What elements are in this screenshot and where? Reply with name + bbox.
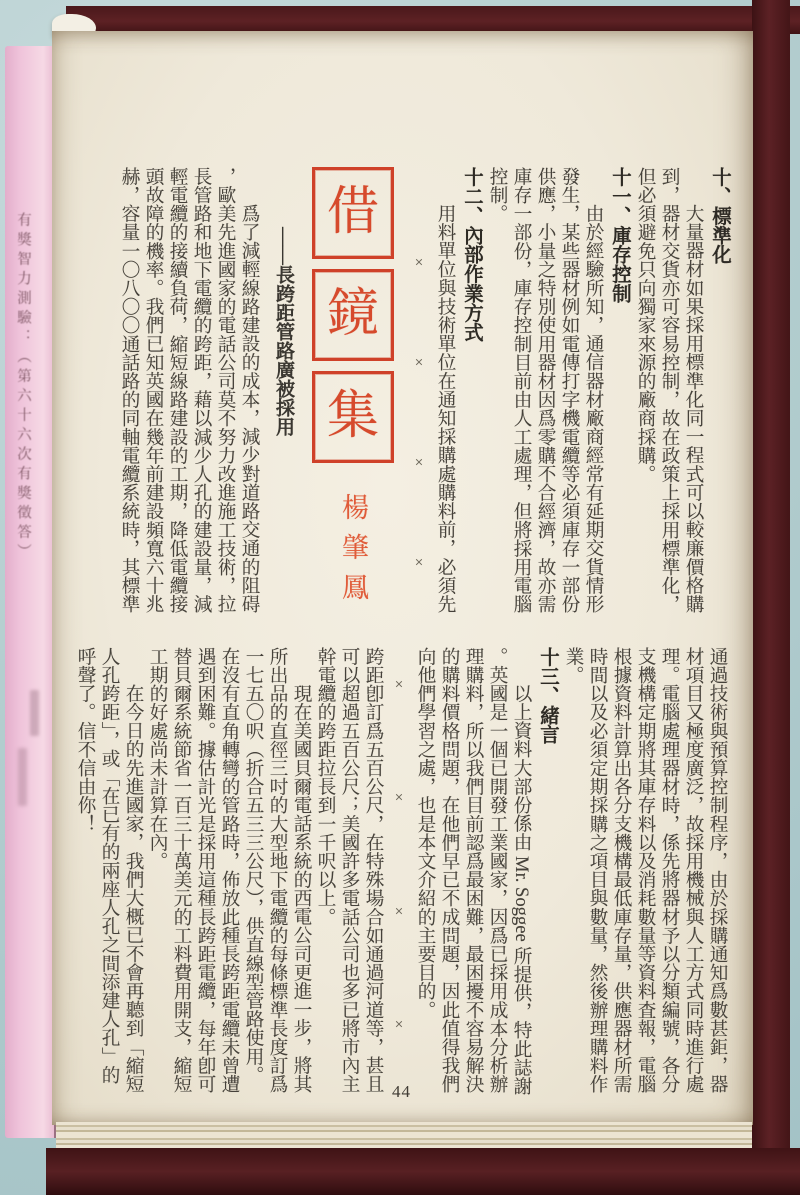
- section-body-11: 由於經驗所知，通信器材廠商經常有延期交貨情形發生，某些器材例如電傳打字機電纜等必須庫存一部份供應，小量之特別使用器材因爲零購不合經濟，故亦需庫存一部份，庫存控制目前由人工處理，但將採用電腦控制。: [487, 167, 604, 614]
- feature-subtitle: ——長跨距管路廣被採用: [273, 227, 294, 436]
- x-mark: ×: [414, 255, 424, 271]
- adjacent-page-faint-smalltext: [30, 690, 39, 736]
- section-heading-10: 十、標準化: [709, 167, 730, 264]
- book-cover-top-edge: [66, 6, 800, 34]
- section-divider-marks: [407, 167, 431, 617]
- section-heading-11: 十一、庫存控制: [609, 167, 630, 303]
- feature-paragraph-3: 在今日的先進國家，我們大概已不會再聽到「縮短人孔跨距」，或「在已有的兩座人孔之間添建人孔」的呼聲了。信不信由你！: [75, 647, 144, 1094]
- section-heading-13: 十三、緒言: [537, 647, 558, 744]
- feature-paragraph-2: 現在美國貝爾電話系統的西電公司更進一步，將其所出品的直徑三吋的大型地下電纜的每條標準長度訂爲一七五〇呎（折合五三三公尺），供直線型管路使用。在沒有直角轉彎的管路時，佈放此種長跨距電纜未曾遭遇到困難。據估計光是採用這種長跨距電纜，每年卽可替貝爾系統節省一百三十萬美元的工料費用開支，縮短工期的好處尚未計算在內。: [147, 647, 312, 1094]
- book-cover-right-edge: [752, 0, 790, 1195]
- stamp-box-1: [312, 167, 394, 259]
- section-12-continuation: 通過技術與預算控制程序，由於採購通知爲數甚鉅，器材項目又極度廣泛，故採用機械與人工方式同時進行處理。電腦處理器材時，係先將器材予以分類編號，各分支機構定期將其庫存料以及消耗數量等資料査報，電腦根據資料計算出各分支機構最低庫存量，供應器材所需時間以及必須定期採購之項目與數量，然後辦理購料作業。: [563, 647, 728, 1094]
- feature-intro-paragraph: 爲了減輕線路建設的成本，減少對道路交通的阻碍，歐美先進國家的電話公司莫不努力改進施工技術，拉長管路和地下電纜的跨距，藉以減少人孔的建設量，減輕電纜的接續負荷，縮短線路建設的工期，降低電纜接頭故障的機率。我們已知英國在幾年前建設頻寬六十兆赫，容量一〇八〇〇通話路的同軸電纜系統時，其標準: [119, 167, 260, 614]
- section-body-10: 大量器材如果採用標準化同一程式可以較廉價格購到，器材交貨亦可容易控制，故在政策上採用標準化，但必須避免只向獨家來源的廠商採購。: [635, 167, 704, 614]
- x-mark: ×: [414, 455, 424, 471]
- section-divider-marks: [387, 647, 411, 1101]
- x-mark: ×: [414, 355, 424, 371]
- feature-title-stamp: [305, 167, 401, 617]
- x-mark: ×: [414, 555, 424, 571]
- page-number: 44: [392, 1082, 411, 1101]
- adjacent-page-faint-smalltext: [18, 748, 27, 806]
- upper-text-block: [117, 167, 733, 617]
- stamp-char-2: 鏡: [326, 286, 379, 343]
- lower-text-block: [73, 647, 729, 1101]
- stamp-char-3: 集: [326, 388, 379, 445]
- x-mark: ×: [394, 1016, 404, 1033]
- section-heading-12: 十二、內部作業方式: [461, 167, 482, 342]
- book-cover-bottom-edge: [46, 1148, 800, 1195]
- stamp-box-3: [312, 371, 394, 463]
- section-body-12: 用料單位與技術單位在通知採購處購料前，必須先: [435, 204, 456, 614]
- section-body-13: 以上資料大部份係由 Mr. Soggee 所提供，特此誌謝。英國是一個已開發工業國家，因爲已採用成本分析辦理購料，所以我們目前認爲最困難，最困擾不容易解決的購料價格問題，在他們早已不成問題，因此值得我們向他們學習之處，也是本文介紹的主要目的。: [415, 647, 532, 1096]
- x-mark: ×: [394, 677, 404, 693]
- adjacent-page-faint-text: 有獎智力測驗：（第六十六次有獎徵答）: [15, 212, 31, 563]
- stamp-box-2: [312, 269, 394, 361]
- x-mark: ×: [394, 903, 404, 920]
- scanned-page: [52, 31, 753, 1125]
- x-mark: ×: [394, 790, 404, 807]
- page-stack-edges: [56, 1122, 752, 1148]
- feature-author: 楊肇鳳: [338, 493, 368, 613]
- stamp-char-1: 借: [326, 184, 379, 241]
- feature-continuation-paragraph: 跨距卽訂爲五百公尺，在特殊場合如通過河道等，甚且可以超過五百公尺；美國許多電話公司也多已將市內主幹電纜的跨距拉長到一千呎以上。: [315, 647, 384, 1094]
